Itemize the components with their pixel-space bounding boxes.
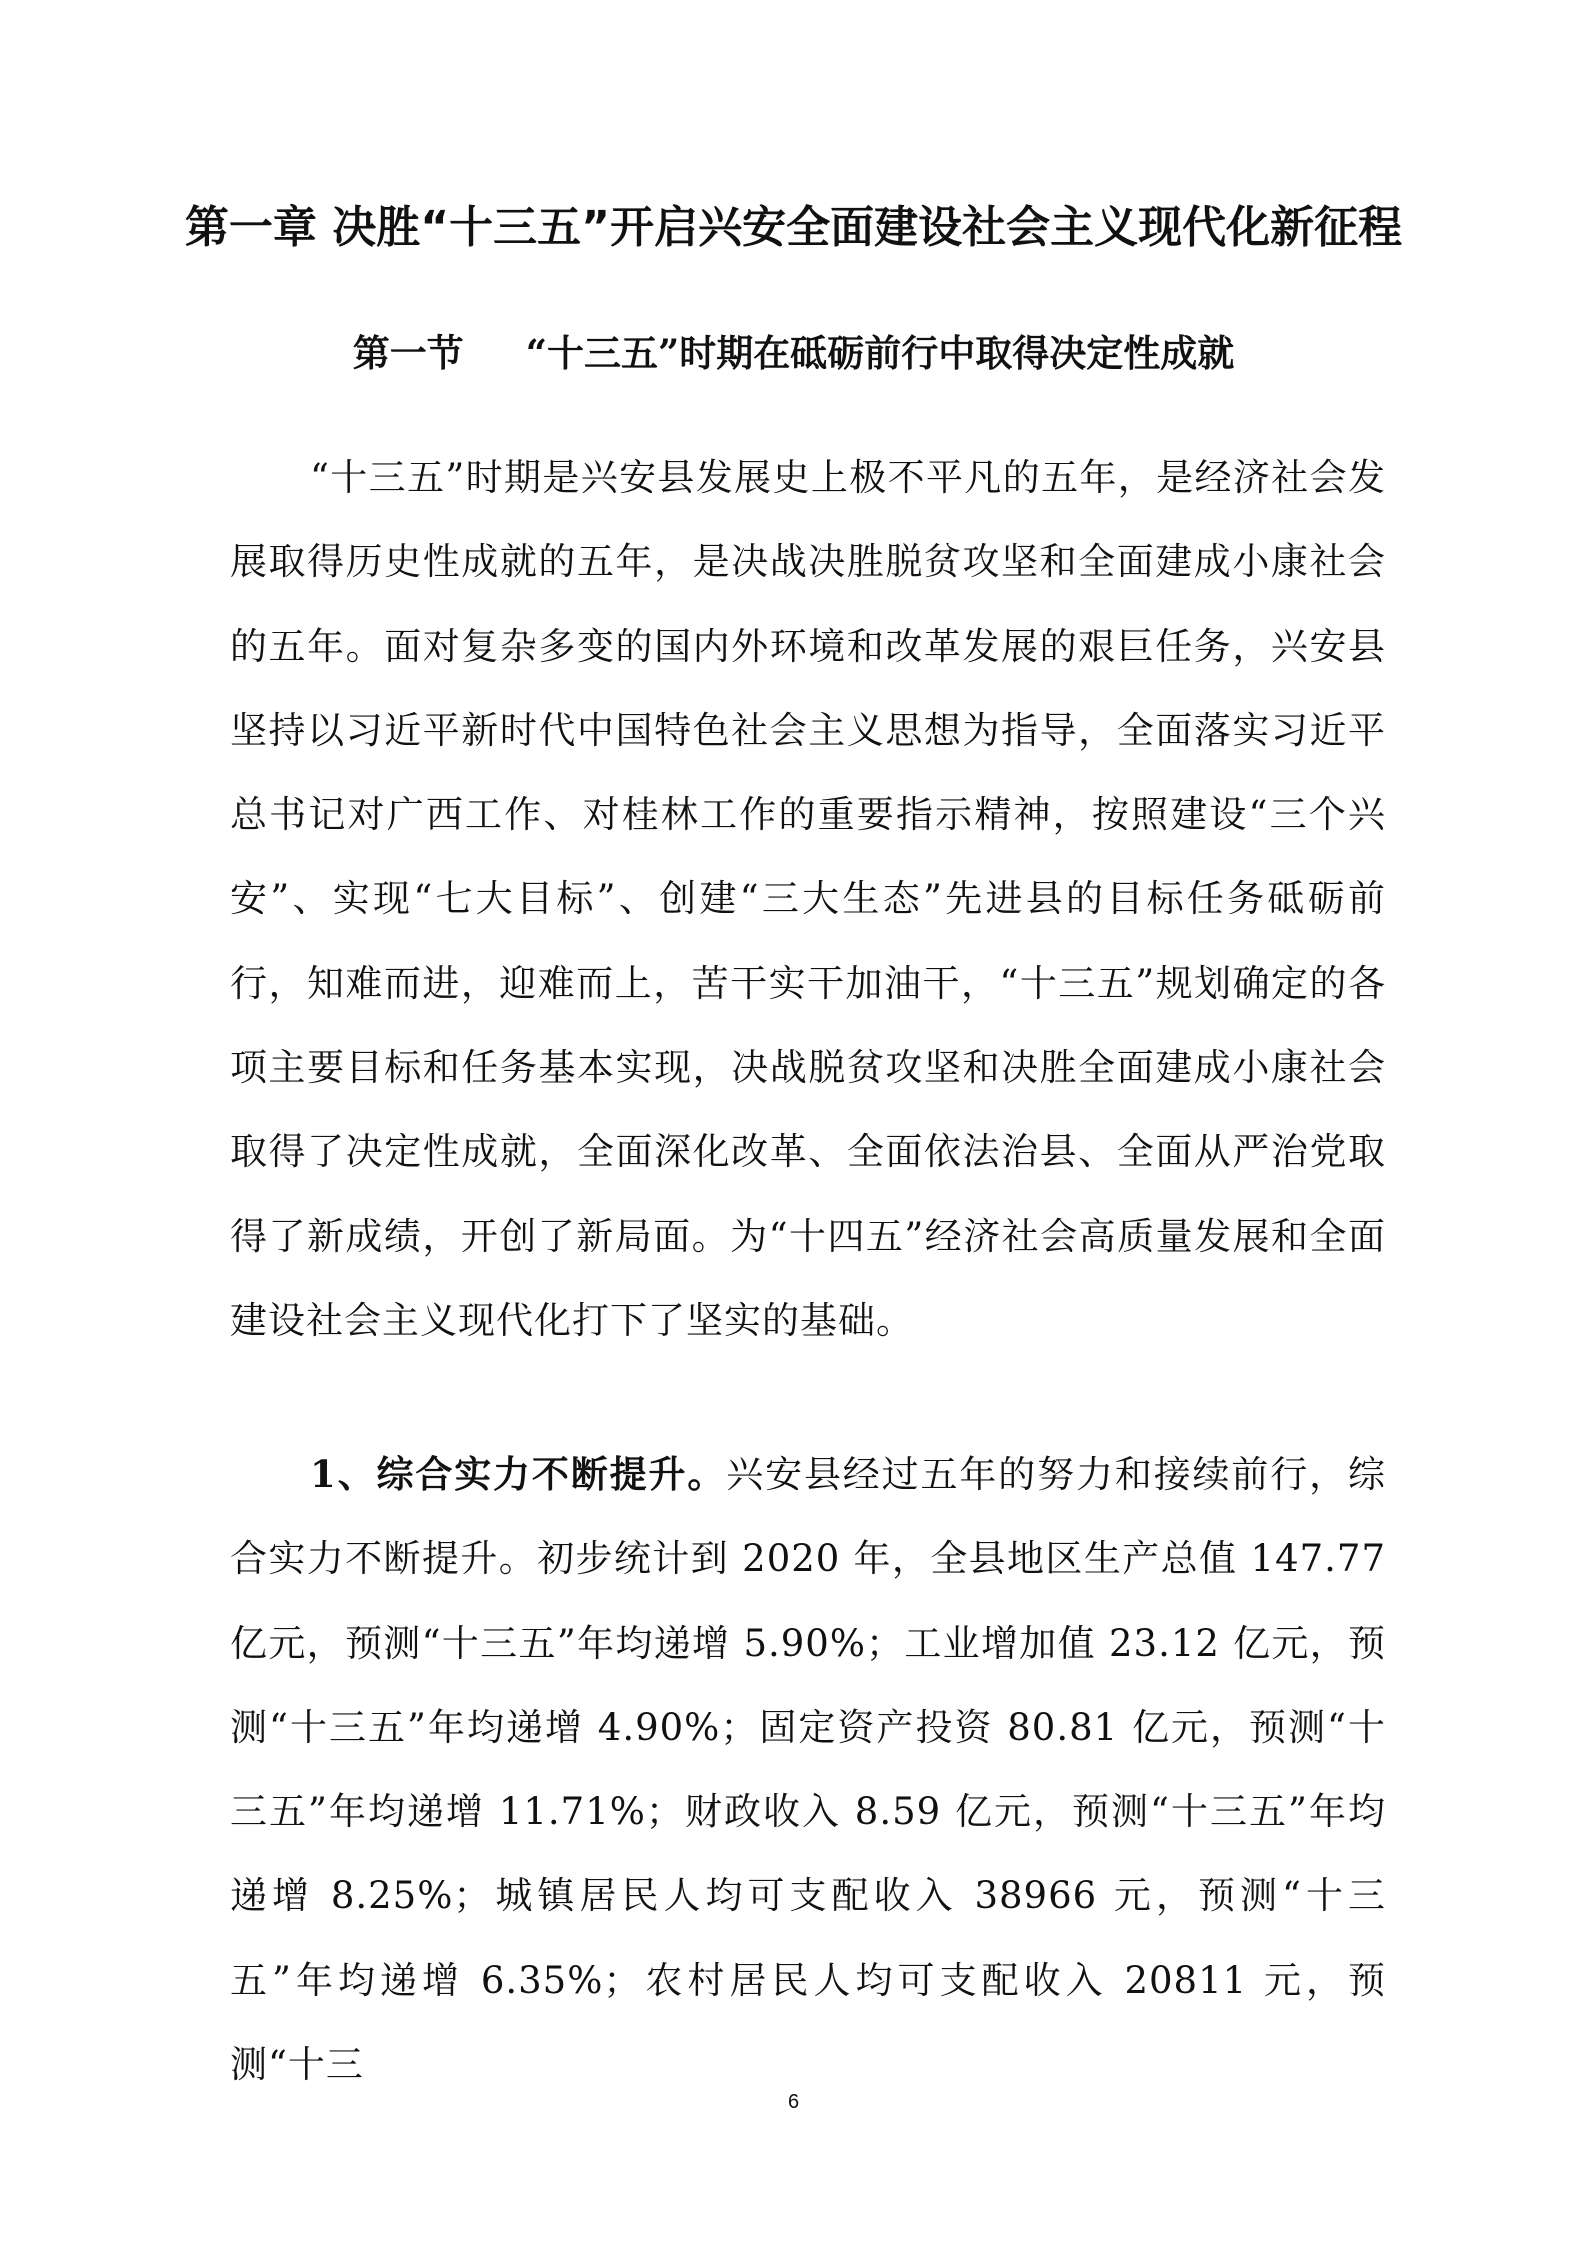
- paragraph-overview: “十三五”时期是兴安县发展史上极不平凡的五年，是经济社会发展取得历史性成就的五年，是决战决胜脱贫攻坚和全面建成小康社会的五年。面对复杂多变的国内外环境和改革发展的艰巨任务，兴安县坚持以习近平新时代中国特色社会主义思想为指导，全面落实习近平总书记对广西工作、对桂林工作的重要指示精神，按照建设“三个兴安”、实现“七大目标”、创建“三大生态”先进县的目标任务砥砺前行，知难而进，迎难而上，苦干实干加油干，“十三五”规划确定的各项主要目标和任务基本实现，决战脱贫攻坚和决胜全面建成小康社会取得了决定性成就，全面深化改革、全面依法治县、全面从严治党取得了新成绩，开创了新局面。为“十四五”经济社会高质量发展和全面建设社会主义现代化打下了坚实的基础。: [230, 456, 1386, 1342]
- page-number: 6: [787, 2091, 800, 2113]
- paragraph-body: 兴安县经过五年的努力和接续前行，综合实力不断提升。初步统计到 2020 年，全县地区生产总值 147.77 亿元，预测“十三五”年均递增 5.90%；工业增加值 23.12 亿元，预测“十三五”年均递增 4.90%；固定资产投资 80.81 亿元，预测“十三五”年均递增 11.71%；财政收入 8.59 亿元，预测“十三五”年均递增 8.25%；城镇居民人均可支配收入 38966 元，预测“十三五”年均递增 6.35%；农村居民人均可支配收入 20811 元，预测“十三: [230, 1453, 1386, 2087]
- section-number: 第一节: [352, 331, 464, 375]
- section-title: “十三五”时期在砥砺前行中取得决定性成就: [525, 331, 1235, 375]
- chapter-title: 第一章 决胜“十三五”开启兴安全面建设社会主义现代化新征程: [184, 202, 1403, 253]
- section-heading: [0, 325, 1587, 381]
- paragraph-overall-strength: [230, 1432, 1386, 2107]
- paragraph-lead: 1、综合实力不断提升。: [310, 1452, 727, 1496]
